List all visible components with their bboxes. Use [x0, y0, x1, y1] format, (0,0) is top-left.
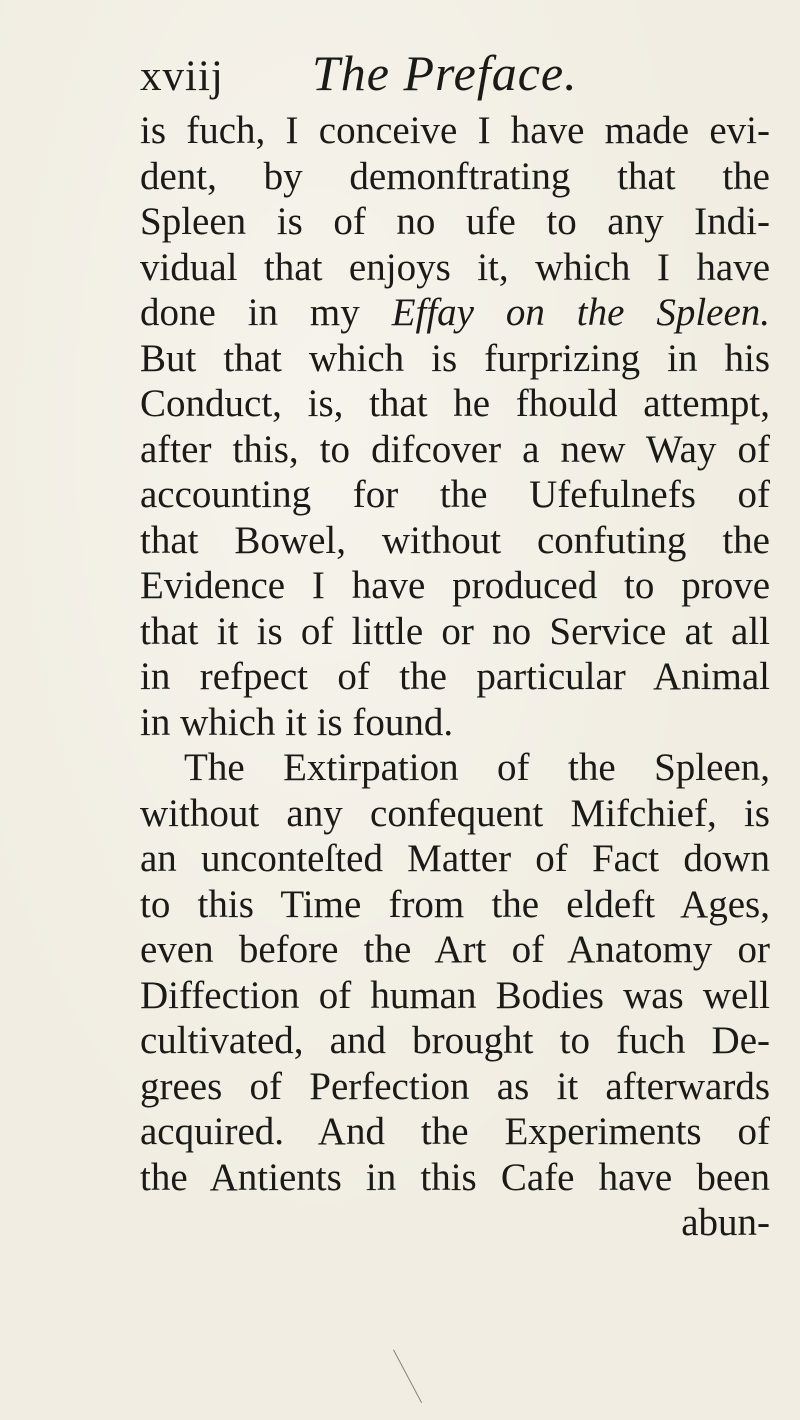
text-line: that it is of little or no Service at all — [140, 609, 770, 653]
running-title: The Preface. — [312, 45, 578, 101]
text-line: the Antients in this Cafe have been — [140, 1155, 770, 1199]
page-header — [140, 44, 740, 114]
text-line: grees of Perfection as it afterwards — [140, 1064, 770, 1108]
text-line: Diffection of human Bodies was well — [140, 973, 770, 1017]
text-line: even before the Art of Anatomy or — [140, 928, 770, 971]
text-line — [140, 290, 770, 336]
text-line: cultivated, and brought to fuch De- — [140, 1019, 770, 1062]
text-line: vidual that enjoys it, which I have — [140, 245, 770, 289]
page-number: xviij — [140, 53, 224, 100]
catchword: abun- — [681, 1201, 770, 1244]
text-line: that Bowel, without confuting the — [140, 518, 770, 562]
text-line: is fuch, I conceive I have made evi- — [140, 109, 770, 152]
text-line: an unconteſted Matter of Fact down — [140, 837, 770, 880]
text-line-start: done in my — [140, 291, 360, 334]
paper-mark — [393, 1350, 422, 1403]
text-line: Conduct, is, that he fhould attempt, — [140, 382, 770, 425]
text-line: Spleen is of no ufe to any Indi- — [140, 200, 770, 243]
text-line: acquired. And the Experiments of — [140, 1110, 770, 1153]
text-line: dent, by demonftrating that the — [140, 154, 770, 198]
essay-title: Effay on the Spleen. — [391, 291, 771, 334]
text-line: in which it is found. — [140, 700, 454, 744]
text-line: without any confequent Mifchief, is — [140, 791, 770, 835]
text-line: accounting for the Ufefulnefs of — [140, 473, 770, 516]
text-line: in refpect of the particular Animal — [140, 655, 770, 698]
body-text — [140, 108, 770, 1246]
text-line: after this, to difcover a new Way of — [140, 427, 770, 471]
text-line: to this Time from the eldeft Ages, — [140, 882, 770, 926]
text-line: The Extirpation of the Spleen, — [184, 746, 770, 789]
text-line: Evidence I have produced to prove — [140, 564, 770, 607]
text-line: But that which is furprizing in his — [140, 336, 770, 380]
